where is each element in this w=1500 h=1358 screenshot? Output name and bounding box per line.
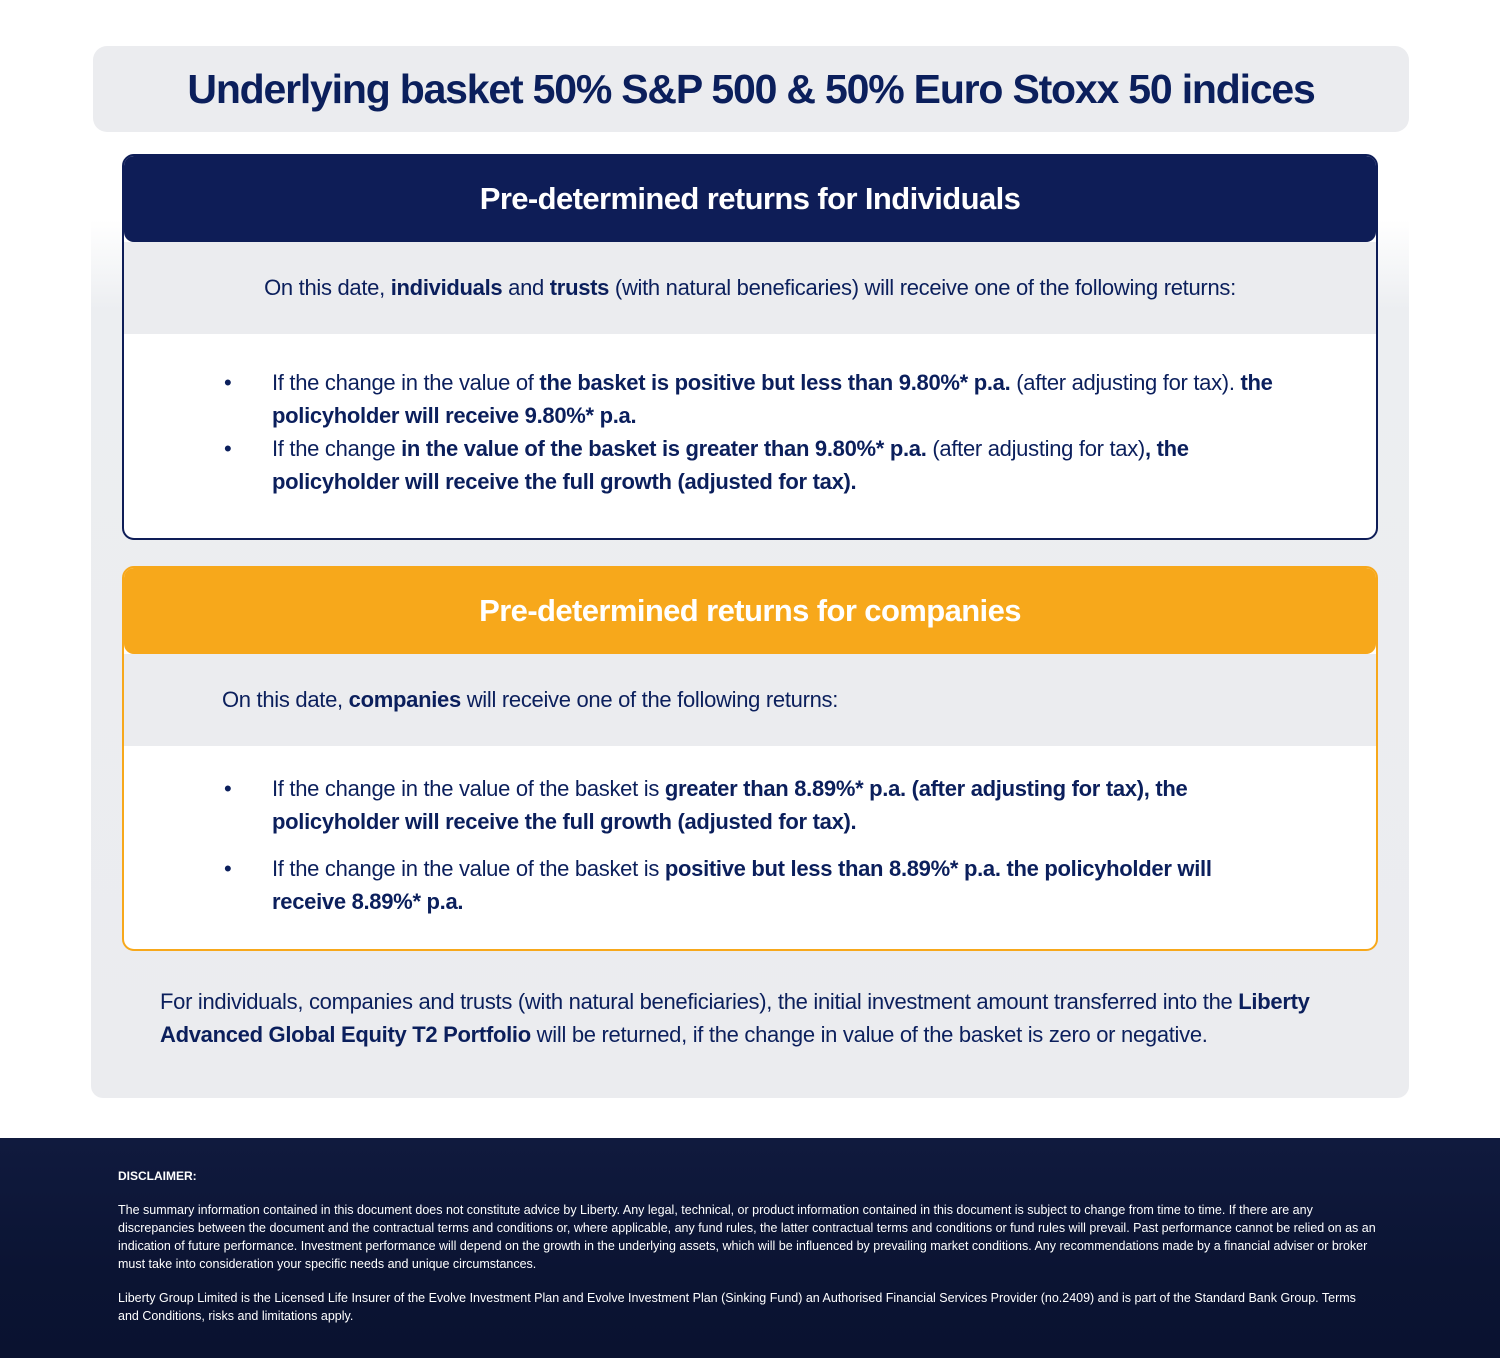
intro-bold-individuals: individuals (390, 275, 503, 300)
footnote-portfolio-name: Liberty Advanced Global Equity T2 Portfolio (160, 989, 1310, 1047)
footnote-text: will be returned, if the change in value of the basket is zero or negative. (530, 1022, 1208, 1047)
intro-text: On this date, (222, 687, 343, 712)
list-item (224, 432, 1286, 498)
companies-card-body (124, 746, 1376, 918)
individuals-card-body (124, 334, 1376, 498)
intro-text: (with natural beneficaries) will receive one of the following returns: (609, 275, 1236, 300)
bullet-bold: greater than 8.89%* p.a. (after adjusting for tax), the policyholder will receive the full growth (adjusted for tax). (272, 776, 1188, 834)
footnote (160, 985, 1360, 1051)
companies-card (122, 566, 1378, 951)
individuals-intro (124, 242, 1376, 334)
intro-bold-companies: companies (348, 687, 461, 712)
intro-text: will receive one of the following returns: (460, 687, 839, 712)
bullet-bold: in the value of the basket is greater than 9.80%* p.a. (401, 436, 927, 461)
individuals-card (122, 154, 1378, 540)
companies-card-header: Pre-determined returns for companies (124, 568, 1376, 654)
disclaimer-paragraph: The summary information contained in this document does not constitute advice by Liberty. Any legal, technical, or product information contained in this document is subject to change from time to time. If there are any discrepancies between the document and the contractual terms and conditions or, where applicable, any fund rules, the latter contractual terms and conditions or fund rules will prevail. Past performance cannot be relied on as an indication of future performance. Investment performance will depend on the growth in the underlying assets, which will be influenced by prevailing market conditions. Any recommendations made by a financial adviser or broker must take into consideration your specific needs and unique circumstances. (118, 1203, 1376, 1271)
disclaimer-section (0, 1138, 1500, 1358)
bullet-text: If the change in the value of the basket is (272, 776, 665, 801)
list-item (224, 852, 1286, 918)
individuals-card-header: Pre-determined returns for Individuals (124, 156, 1376, 242)
disclaimer-paragraph: Liberty Group Limited is the Licensed Life Insurer of the Evolve Investment Plan and Evolve Investment Plan (Sinking Fund) an Authorised Financial Services Provider (no.2409) and is part of the Standard Bank Group. Terms and Conditions, risks and limitations apply. (118, 1291, 1356, 1323)
individuals-bullet-list (224, 366, 1286, 498)
bullet-text: (after adjusting for tax). (1010, 370, 1241, 395)
title-bar (93, 46, 1409, 132)
bullet-bold: the policyholder will receive 9.80%* p.a. (272, 370, 1273, 428)
bullet-text: (after adjusting for tax) (926, 436, 1145, 461)
bullet-bold: , the policyholder will receive the full growth (adjusted for tax). (272, 436, 1189, 494)
bullet-text: If the change (272, 436, 402, 461)
page-title: Underlying basket 50% S&P 500 & 50% Euro Stoxx 50 indices (187, 65, 1315, 112)
bullet-bold: the basket is positive but less than 9.80%* p.a. (539, 370, 1011, 395)
disclaimer-label: DISCLAIMER: (118, 1169, 197, 1183)
list-item (224, 772, 1286, 838)
intro-text: and (502, 275, 550, 300)
footnote-text: For individuals, companies and trusts (with natural beneficiaries), the initial investment amount transferred into the (160, 989, 1239, 1014)
intro-bold-trusts: trusts (549, 275, 610, 300)
intro-text: On this date, (264, 275, 385, 300)
bullet-text: If the change in the value of the basket is (272, 856, 665, 881)
companies-bullet-list (224, 772, 1286, 918)
bullet-text: If the change in the value of (272, 370, 540, 395)
list-item (224, 366, 1286, 432)
bullet-bold: positive but less than 8.89%* p.a. the policyholder will receive 8.89%* p.a. (272, 856, 1212, 914)
companies-intro (124, 654, 1376, 746)
